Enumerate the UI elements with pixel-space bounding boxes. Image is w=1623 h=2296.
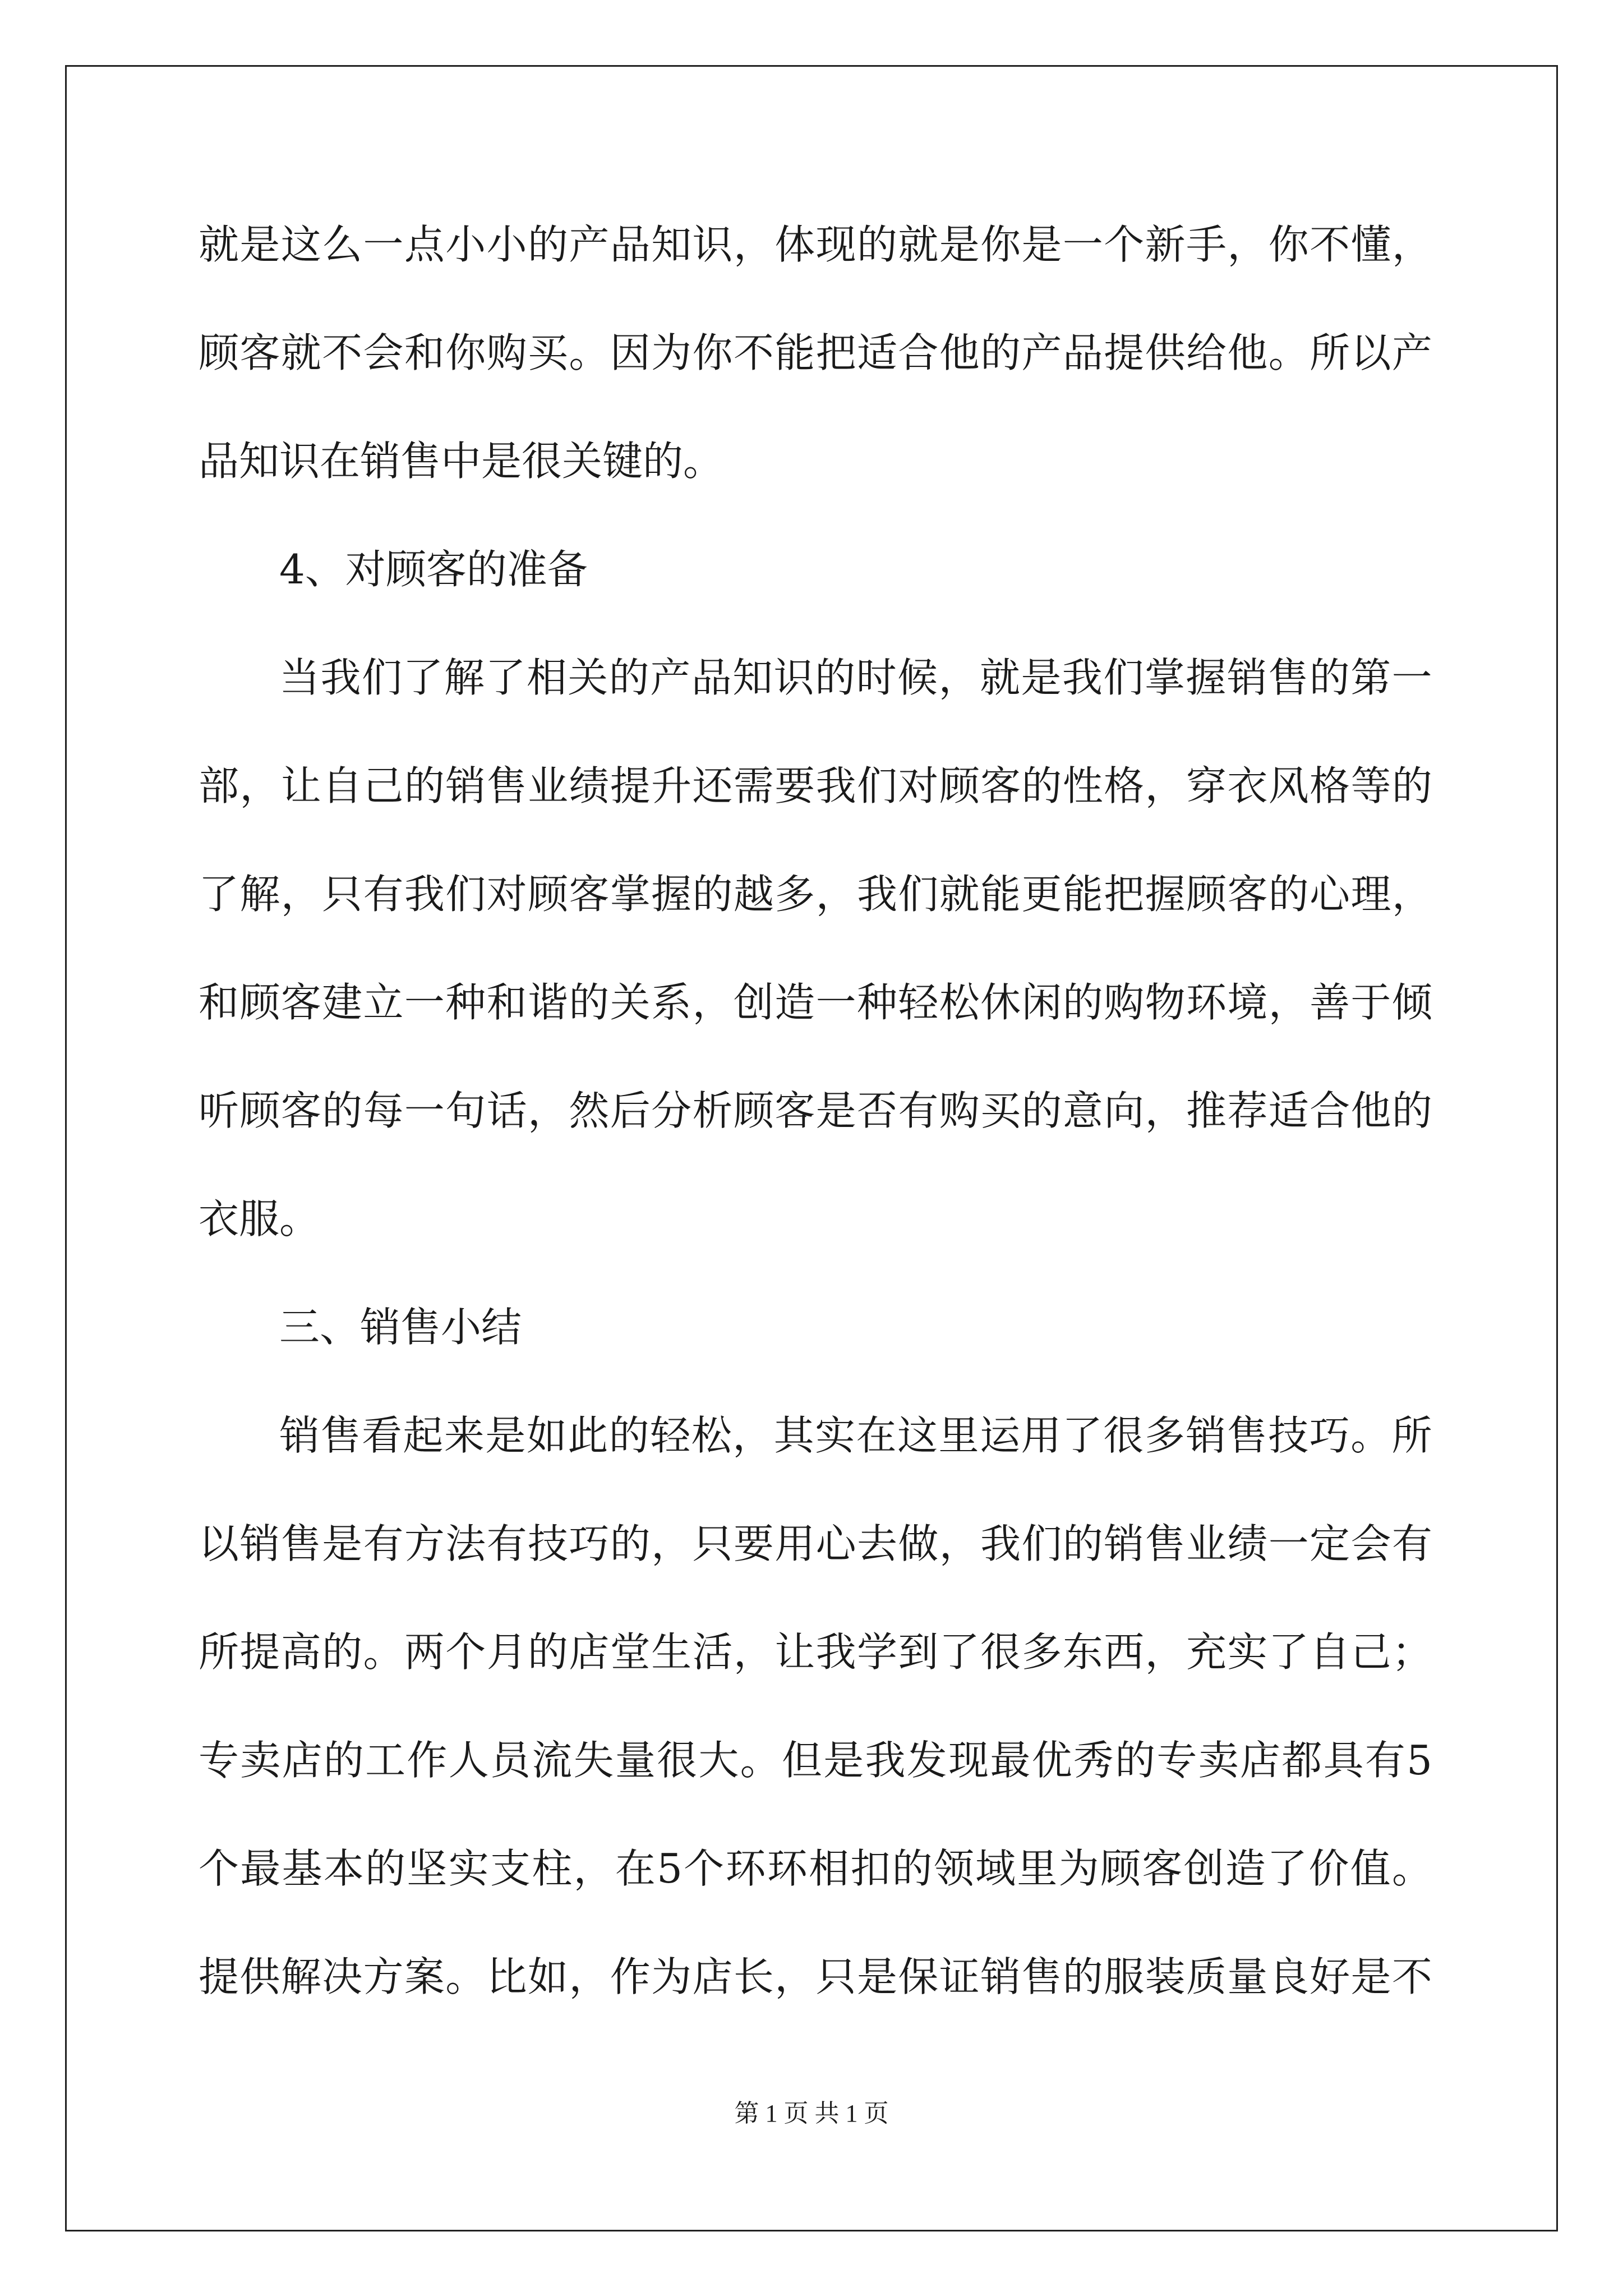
paragraph-line: 品知识在销售中是很关键的。 [199, 438, 724, 485]
paragraph-line: 顾 客 就 不 会 和 你 购 买 。 因 为 你 不 能 把 适 合 他 的 产 品 提 供 给 他 。 所 以 产 [199, 329, 1432, 376]
paragraph-line: 听 顾 客 的 每 一 句 话 ， 然 后 分 析 顾 客 是 否 有 购 买 的 意 向 ， 推 荐 适 合 他 的 [199, 1087, 1432, 1134]
paragraph-line: 衣服。 [199, 1195, 320, 1243]
paragraph-line: 以 销 售 是 有 方 法 有 技 巧 的 ， 只 要 用 心 去 做 ， 我 们 的 销 售 业 绩 一 定 会 有 [199, 1520, 1432, 1567]
paragraph-line: 部 ， 让 自 己 的 销 售 业 绩 提 升 还 需 要 我 们 对 顾 客 的 性 格 ， 穿 衣 风 格 等 的 [199, 762, 1432, 809]
page-footer: 第 1 页 共 1 页 [734, 2100, 889, 2127]
paragraph-line: 就 是 这 么 一 点 小 小 的 产 品 知 识 ， 体 现 的 就 是 你 是 一 个 新 手 ， 你 不 懂 ， [199, 221, 1432, 268]
paragraph-line: 所 提 高 的 。 两 个 月 的 店 堂 生 活 ， 让 我 学 到 了 很 多 东 西 ， 充 实 了 自 己 ； [199, 1628, 1432, 1676]
paragraph-line: 专 卖 店 的 工 作 人 员 流 失 量 很 大 。 但 是 我 发 现 最 优 秀 的 专 卖 店 都 具 有 5 [199, 1737, 1432, 1784]
section-heading: 4、对顾客的准备 [279, 546, 588, 593]
paragraph-line: 提 供 解 决 方 案 。 比 如 ， 作 为 店 长 ， 只 是 保 证 销 售 的 服 装 质 量 良 好 是 不 [199, 1953, 1432, 2000]
section-heading: 三、销售小结 [279, 1304, 522, 1351]
paragraph-line: 和 顾 客 建 立 一 种 和 谐 的 关 系 ， 创 造 一 种 轻 松 休 闲 的 购 物 环 境 ， 善 于 倾 [199, 979, 1432, 1026]
document-body [199, 220, 1432, 2060]
paragraph-line: 销 售 看 起 来 是 如 此 的 轻 松 ， 其 实 在 这 里 运 用 了 很 多 销 售 技 巧 。 所 [279, 1412, 1432, 1459]
paragraph-line: 了 解 ， 只 有 我 们 对 顾 客 掌 握 的 越 多 ， 我 们 就 能 更 能 把 握 顾 客 的 心 理 ， [199, 871, 1432, 918]
paragraph-line: 个 最 基 本 的 坚 实 支 柱 ， 在 5 个 环 环 相 扣 的 领 域 里 为 顾 客 创 造 了 价 值 。 [199, 1845, 1432, 1892]
paragraph-line: 当 我 们 了 解 了 相 关 的 产 品 知 识 的 时 候 ， 就 是 我 们 掌 握 销 售 的 第 一 [279, 654, 1432, 701]
